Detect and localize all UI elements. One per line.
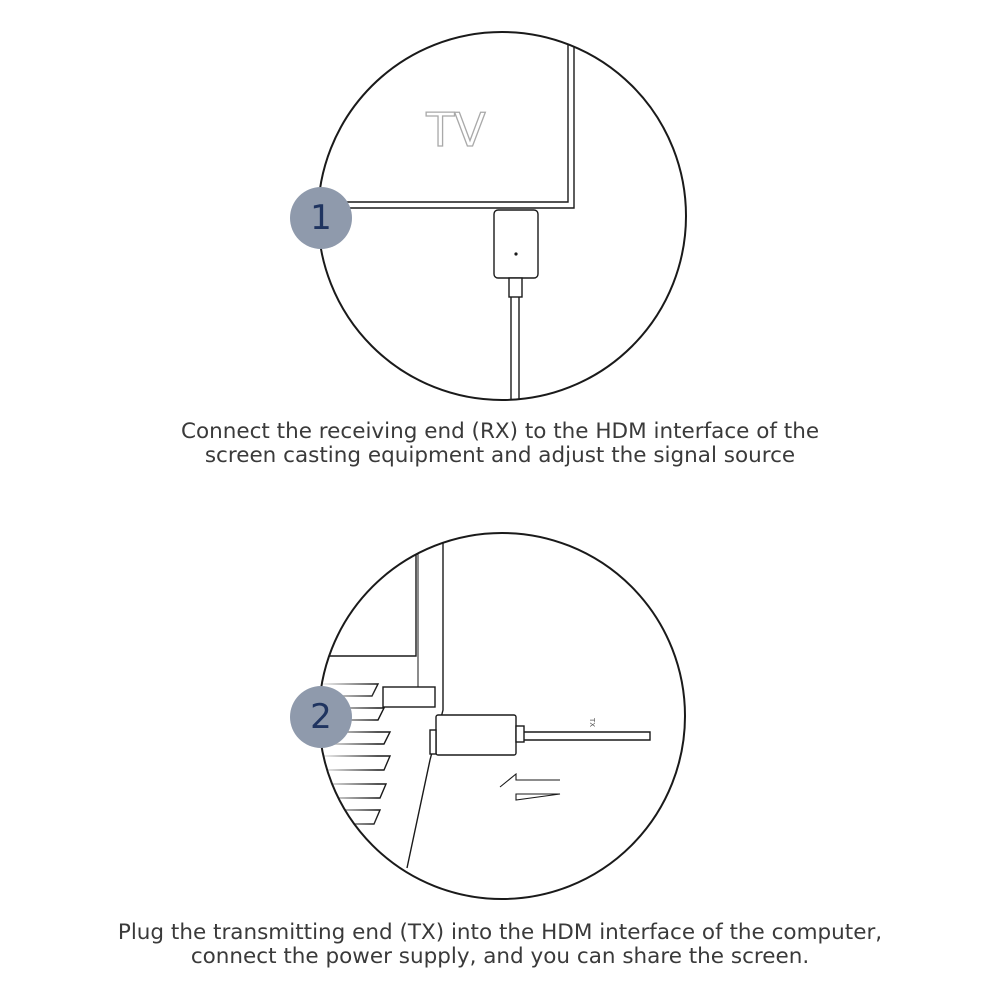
step-1-number-badge: 1	[290, 187, 352, 249]
tx-cable	[524, 732, 650, 740]
step-1-caption	[0, 420, 1000, 468]
tx-label: TX	[588, 718, 596, 728]
step-2-caption	[0, 921, 1000, 969]
tv-frame-inner	[250, 0, 568, 202]
rx-receiver	[494, 210, 538, 278]
laptop-lid-edge	[407, 500, 443, 868]
step-1-caption-line-1: Connect the receiving end (RX) to the HDM interface of the	[180, 419, 820, 444]
laptop-screen-inner	[250, 500, 416, 656]
tx-connector	[516, 726, 524, 742]
tx-transmitter	[436, 715, 516, 755]
usb-port-stub	[383, 687, 435, 707]
rx-indicator-light	[514, 252, 517, 255]
rx-cable	[511, 297, 519, 420]
step-2-number-badge: 2	[290, 686, 352, 748]
step-1-caption-line-2: screen casting equipment and adjust the signal source	[204, 443, 796, 468]
tx-plug	[430, 730, 436, 754]
insert-arrow-icon	[500, 774, 560, 800]
step-2-caption-line-2: connect the power supply, and you can share the screen.	[190, 944, 810, 969]
tv-label: TV	[426, 103, 486, 157]
tv-frame-outer	[250, 0, 574, 208]
step-2-caption-line-1: Plug the transmitting end (TX) into the HDM interface of the computer,	[117, 920, 883, 945]
step-2-panel	[0, 500, 1000, 1000]
rx-connector	[509, 278, 522, 297]
